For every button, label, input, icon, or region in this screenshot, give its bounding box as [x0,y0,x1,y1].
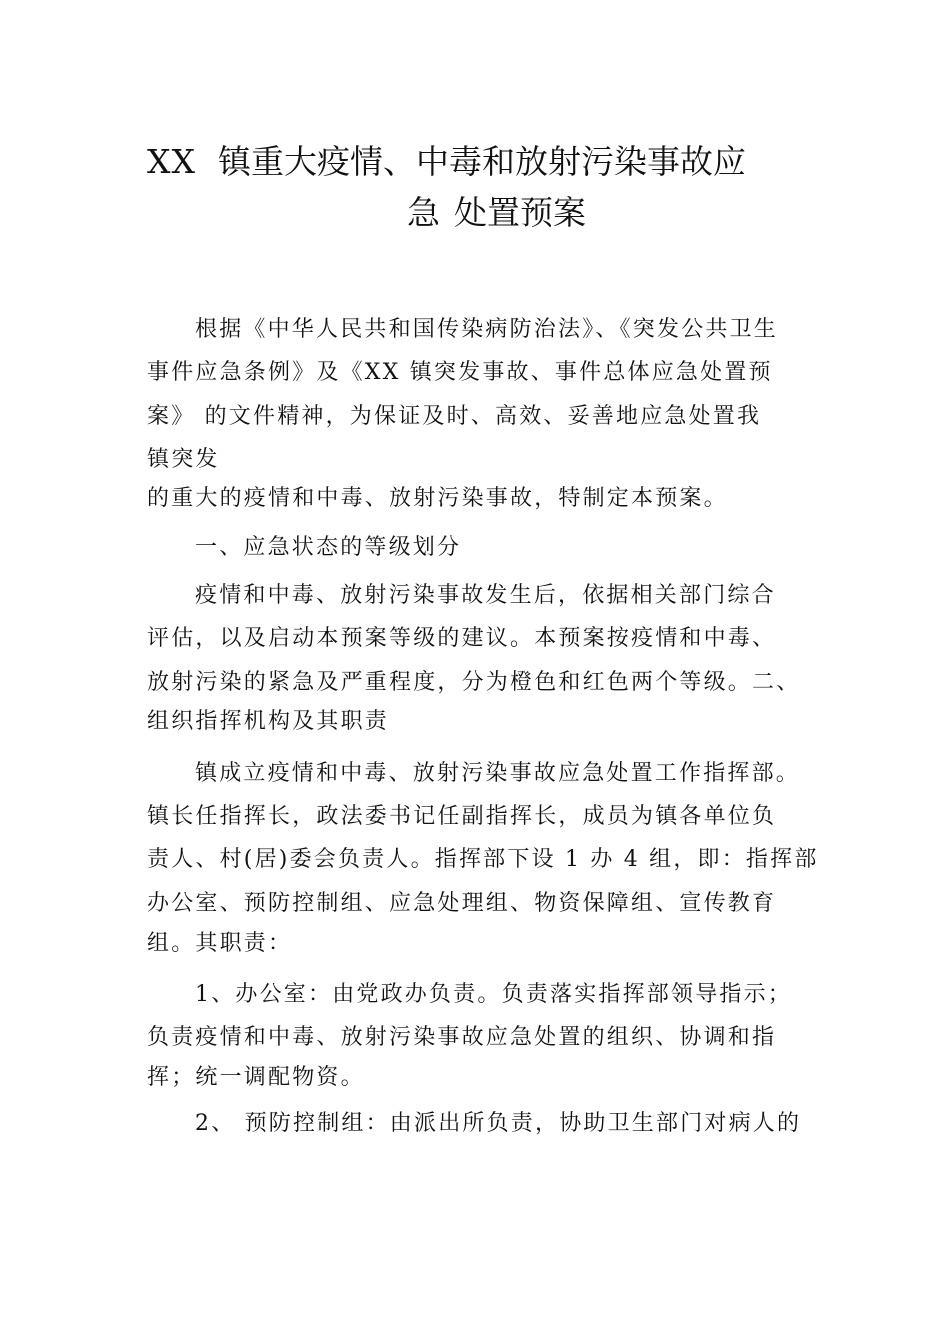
body-line: 事件应急条例》及《XX 镇突发事故、事件总体应急处置预 [147,360,773,385]
body-line: 责人、村(居)委会负责人。指挥部下设 1 办 4 组，即：指挥部 [147,847,819,872]
body-line: 疫情和中毒、放射污染事故发生后，依据相关部门综合 [195,583,776,608]
title-text-a: 急 [407,193,440,232]
body-line: 负责疫情和中毒、放射污染事故应急处置的组织、协调和指 [147,1025,777,1050]
body-line: 镇成立疫情和中毒、放射污染事故应急处置工作指挥部。 [195,761,801,786]
body-line: 办公室、预防控制组、应急处理组、物资保障组、宣传教育 [147,891,777,916]
body-line: 镇突发 [147,447,220,472]
body-line: 组。其职责： [147,931,293,956]
document-title-line-1 [147,142,950,182]
body-line: 案》 的文件精神，为保证及时、高效、妥善地应急处置我 [147,404,762,429]
body-line: 放射污染的紧急及严重程度，分为橙色和红色两个等级。二、 [147,670,801,695]
title-prefix: XX [147,142,196,181]
body-line: 组织指挥机构及其职责 [147,709,390,734]
title-text-b: 处置预案 [454,193,586,232]
body-line: 根据《中华人民共和国传染病防治法》、《突发公共卫生 [195,317,779,342]
title-text: 镇重大疫情、中毒和放射污染事故应 [218,142,746,181]
document-title-line-2 [407,193,950,233]
body-line: 挥；统一调配物资。 [147,1065,365,1090]
body-line: 镇长任指挥长，政法委书记任副指挥长，成员为镇各单位负 [147,804,777,829]
body-line: 评估，以及启动本预案等级的建议。本预案按疫情和中毒、 [147,626,777,651]
body-line: 的重大的疫情和中毒、放射污染事故，特制定本预案。 [147,486,728,511]
list-item-2: 2、 预防控制组：由派出所负责，协助卫生部门对病人的 [195,1111,802,1136]
list-item-1: 1、办公室：由党政办负责。负责落实指挥部领导指示； [195,982,792,1007]
section-heading: 一、应急状态的等级划分 [195,535,462,560]
